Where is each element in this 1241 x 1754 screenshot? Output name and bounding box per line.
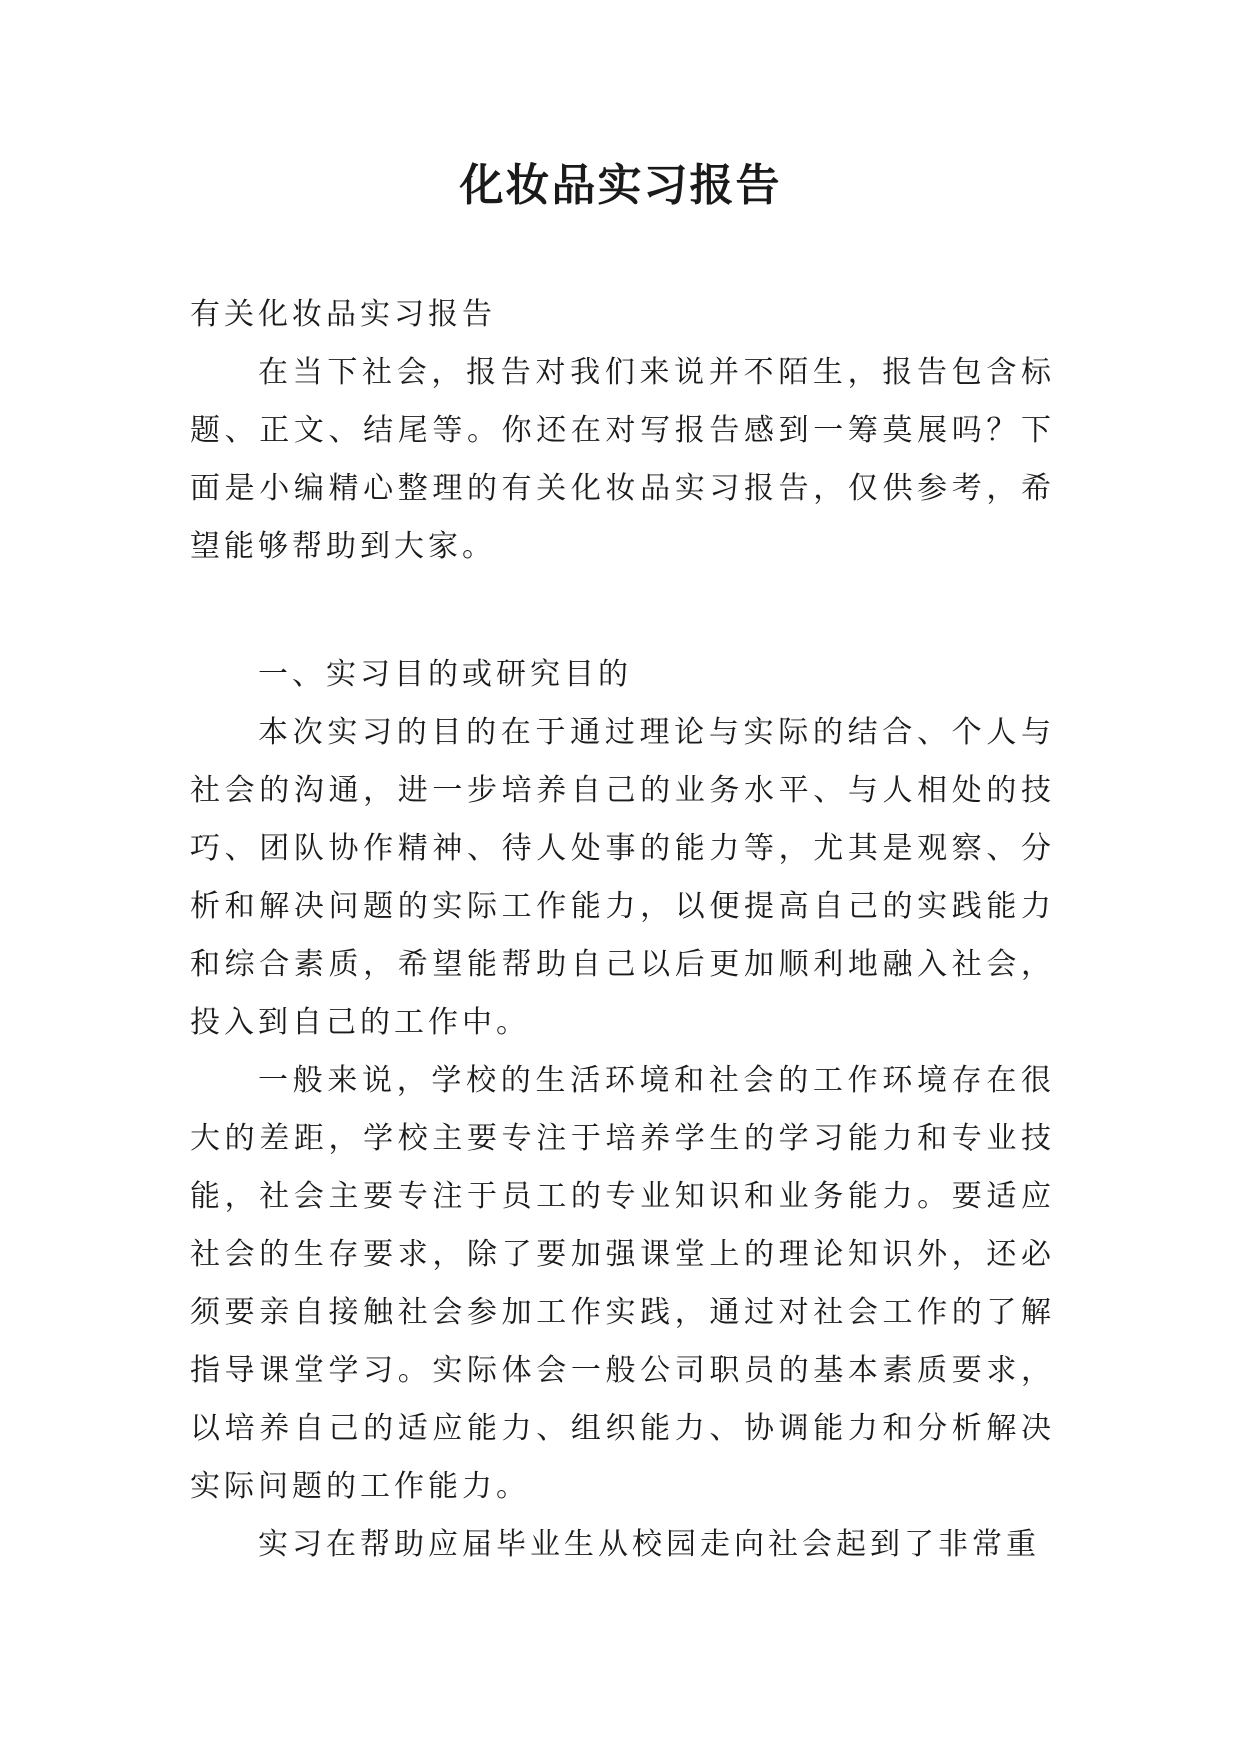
- intro-paragraph: 在当下社会，报告对我们来说并不陌生，报告包含标题、正文、结尾等。你还在对写报告感到一筹莫展吗？下面是小编精心整理的有关化妆品实习报告，仅供参考，希望能够帮助到大家。: [190, 355, 1055, 564]
- document-title: 化妆品实习报告: [459, 160, 782, 211]
- document-body: [190, 286, 1055, 1574]
- body-paragraph: 一般来说，学校的生活环境和社会的工作环境存在很大的差距，学校主要专注于培养学生的学习能力和专业技能，社会主要专注于员工的专业知识和业务能力。要适应社会的生存要求，除了要加强课堂上的理论知识外，还必须要亲自接触社会参加工作实践，通过对社会工作的了解指导课堂学习。实际体会一般公司职员的基本素质要求，以培养自己的适应能力、组织能力、协调能力和分析解决实际问题的工作能力。: [190, 1063, 1055, 1504]
- document-subtitle: 有关化妆品实习报告: [190, 297, 496, 332]
- section-heading: 一、实习目的或研究目的: [258, 657, 632, 692]
- body-paragraph: 实习在帮助应届毕业生从校园走向社会起到了非常重: [258, 1527, 1040, 1562]
- section-spacer: [190, 576, 1055, 646]
- body-paragraph: 本次实习的目的在于通过理论与实际的结合、个人与社会的沟通，进一步培养自己的业务水平、与人相处的技巧、团队协作精神、待人处事的能力等，尤其是观察、分析和解决问题的实际工作能力，以便提高自己的实践能力和综合素质，希望能帮助自己以后更加顺利地融入社会，投入到自己的工作中。: [190, 715, 1055, 1040]
